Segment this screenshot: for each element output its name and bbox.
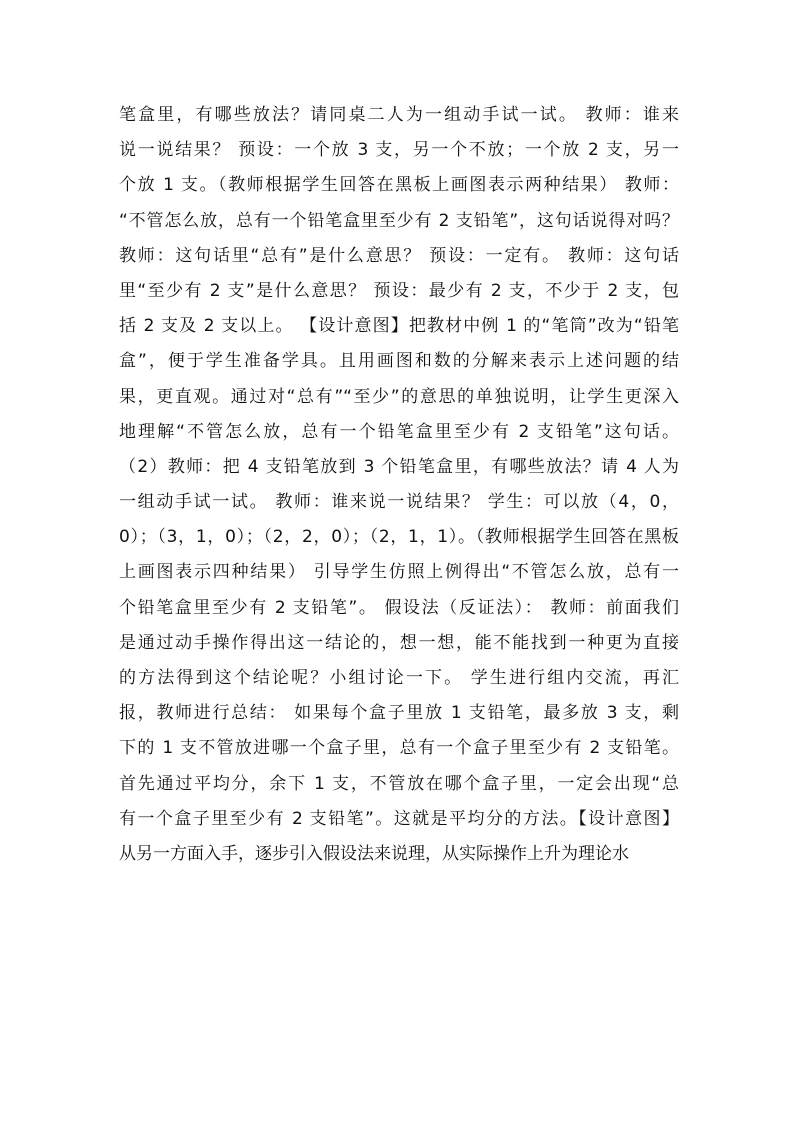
text-line: 括 2 支及 2 支以上。 【设计意图】把教材中例 1 的“笔筒”改为“铅笔	[119, 316, 679, 337]
text-line: 0）；（3，1，0）；（2，2，0）；（2，1，1）。（教师根据学生回答在黑板	[119, 527, 679, 548]
text-line: 首先通过平均分，余下 1 支，不管放在哪个盒子里，一定会出现“总	[119, 773, 679, 794]
text-line: 下的 1 支不管放进哪一个盒子里，总有一个盒子里至少有 2 支铅笔。	[119, 738, 679, 759]
text-line: 个放 1 支。（教师根据学生回答在黑板上画图表示两种结果） 教师：	[119, 175, 679, 196]
text-line: 报，教师进行总结： 如果每个盒子里放 1 支铅笔，最多放 3 支，剩	[119, 703, 679, 724]
text-line: 从另一方面入手，逐步引入假设法来说理，从实际操作上升为理论水	[119, 843, 629, 864]
text-line: 一组动手试一试。 教师：谁来说一说结果？ 学生：可以放（4，0，	[119, 492, 679, 513]
text-line: 个铅笔盒里至少有 2 支铅笔”。 假设法（反证法）： 教师：前面我们	[119, 597, 679, 618]
text-line: 上画图表示四种结果） 引导学生仿照上例得出“不管怎么放，总有一	[119, 562, 679, 583]
body-text	[119, 98, 679, 872]
text-line: 盒”，便于学生准备学具。且用画图和数的分解来表示上述问题的结	[119, 351, 679, 372]
text-line: 是通过动手操作得出这一结论的，想一想，能不能找到一种更为直接	[119, 632, 679, 653]
text-line: （2）教师：把 4 支铅笔放到 3 个铅笔盒里，有哪些放法？请 4 人为	[119, 456, 679, 477]
text-line: 笔盒里，有哪些放法？请同桌二人为一组动手试一试。 教师：谁来	[119, 105, 679, 125]
text-line: “不管怎么放，总有一个铅笔盒里至少有 2 支铅笔”，这句话说得对吗？	[119, 210, 679, 231]
text-line: 说一说结果？ 预设：一个放 3 支，另一个不放；一个放 2 支，另一	[119, 140, 679, 161]
text-line: 果，更直观。通过对“总有”“至少”的意思的单独说明，让学生更深入	[119, 386, 679, 407]
text-line: 地理解“不管怎么放，总有一个铅笔盒里至少有 2 支铅笔”这句话。	[119, 421, 679, 442]
text-line: 教师：这句话里“总有”是什么意思？ 预设：一定有。 教师：这句话	[119, 245, 679, 266]
text-line: 的方法得到这个结论呢？小组讨论一下。 学生进行组内交流，再汇	[119, 668, 679, 688]
text-line: 里“至少有 2 支”是什么意思？ 预设：最少有 2 支，不少于 2 支，包	[119, 280, 679, 301]
text-line: 有一个盒子里至少有 2 支铅笔”。这就是平均分的方法。【设计意图】	[119, 808, 679, 829]
